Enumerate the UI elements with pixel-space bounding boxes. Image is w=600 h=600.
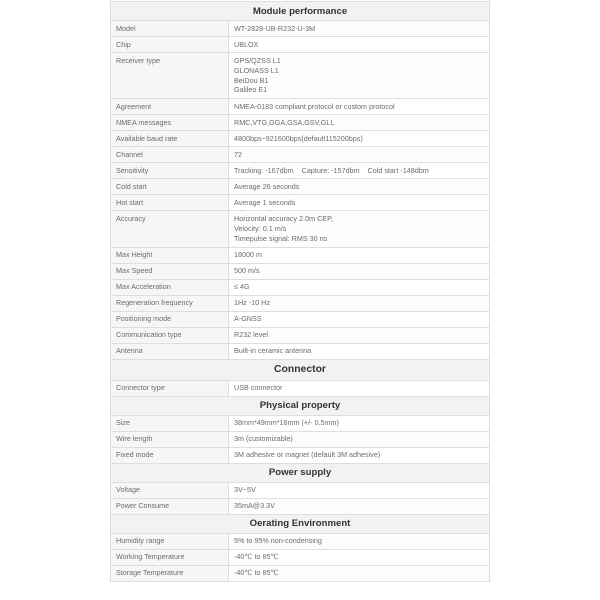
spec-value [229, 380, 490, 396]
spec-row [111, 549, 490, 565]
spec-value [229, 295, 490, 311]
spec-value-line: Velocity: 0.1 m/s [234, 223, 287, 233]
spec-label: Power Consume [111, 498, 229, 514]
spec-value-line: Average 26 seconds [234, 181, 300, 191]
spec-value-line: 3m (customizable) [234, 434, 293, 444]
spec-value-line: Built-in ceramic antenna [234, 346, 312, 356]
spec-label: Receiver type [111, 53, 229, 99]
spec-value-line: 500 m/s [234, 266, 260, 276]
spec-value-line: RMC,VTG,GGA,GSA,GSV,GLL [234, 117, 335, 127]
spec-value-line: GPS/QZSS L1 [234, 56, 281, 65]
spec-value [229, 431, 490, 447]
spec-label: Max Speed [111, 263, 229, 279]
spec-value-line: NMEA-0183 compliant protocol or custom protocol [234, 101, 395, 111]
spec-value-line: BeiDou B1 [234, 75, 269, 85]
spec-label: Size [111, 415, 229, 431]
spec-value [229, 565, 490, 581]
section-title: Physical property [111, 396, 490, 415]
spec-row [111, 415, 490, 431]
spec-value [229, 263, 490, 279]
spec-value-line: 5% to 95% non-condensing [234, 536, 322, 546]
spec-row [111, 179, 490, 195]
spec-value-line: 3V~5V [234, 485, 256, 495]
spec-label: Max Acceleration [111, 279, 229, 295]
spec-row [111, 311, 490, 327]
spec-value [229, 21, 490, 37]
spec-value [229, 533, 490, 549]
spec-table [110, 1, 490, 582]
section-header-row [111, 396, 490, 415]
spec-label: Communication type [111, 327, 229, 343]
spec-label: Connector type [111, 380, 229, 396]
spec-value [229, 195, 490, 211]
spec-row [111, 195, 490, 211]
spec-row [111, 247, 490, 263]
spec-label: Fixed mode [111, 447, 229, 463]
spec-value-line: 38mm*49mm*16mm (+/- 0.5mm) [234, 418, 339, 428]
spec-label: Chip [111, 37, 229, 53]
spec-row [111, 482, 490, 498]
section-title: Connector [111, 359, 490, 380]
spec-row [111, 431, 490, 447]
spec-value [229, 482, 490, 498]
spec-label: Hot start [111, 195, 229, 211]
spec-value-line: USB connector [234, 383, 283, 393]
spec-value [229, 115, 490, 131]
spec-row [111, 263, 490, 279]
spec-value [229, 53, 490, 99]
section-title: Module performance [111, 2, 490, 21]
spec-row [111, 53, 490, 99]
spec-value [229, 147, 490, 163]
spec-row [111, 295, 490, 311]
section-header-row [111, 463, 490, 482]
spec-value-line: Galileo E1 [234, 85, 268, 95]
spec-label: Sensitivity [111, 163, 229, 179]
spec-value-line: Horizontal accuracy 2.0m CEP, [234, 214, 333, 224]
section-title: Power supply [111, 463, 490, 482]
spec-row [111, 533, 490, 549]
spec-label: Wire length [111, 431, 229, 447]
spec-value [229, 99, 490, 115]
section-header-row [111, 514, 490, 533]
spec-value-line: A-GNSS [234, 314, 262, 324]
spec-value [229, 549, 490, 565]
spec-value-line: 18000 m [234, 250, 262, 260]
spec-value [229, 498, 490, 514]
spec-row [111, 115, 490, 131]
spec-value-line: Tracking: -167dbm Capture: -157dbm Cold start -148dbm [234, 165, 429, 175]
spec-value-line: Timepulse signal: RMS 30 ns [234, 233, 328, 243]
spec-value-line: Average 1 seconds [234, 197, 296, 207]
spec-value [229, 311, 490, 327]
spec-value-line: 3M adhesive or magnet (default 3M adhesive) [234, 450, 381, 460]
spec-value [229, 415, 490, 431]
spec-label: Model [111, 21, 229, 37]
spec-label: NMEA messages [111, 115, 229, 131]
spec-row [111, 380, 490, 396]
spec-row [111, 131, 490, 147]
spec-row [111, 327, 490, 343]
spec-row [111, 21, 490, 37]
spec-value [229, 131, 490, 147]
spec-label: Antenna [111, 343, 229, 359]
spec-value [229, 163, 490, 179]
spec-value-line: GLONASS L1 [234, 65, 279, 75]
spec-row [111, 37, 490, 53]
spec-value-line: 72 [234, 149, 242, 159]
spec-value-line: -40℃ to 85℃ [234, 568, 279, 578]
section-header-row [111, 2, 490, 21]
spec-value-line: UBLOX [234, 39, 259, 49]
spec-value-line: R232 level [234, 330, 268, 340]
spec-value [229, 179, 490, 195]
spec-row [111, 343, 490, 359]
spec-label: Humidity range [111, 533, 229, 549]
spec-row [111, 565, 490, 581]
spec-row [111, 498, 490, 514]
spec-row [111, 99, 490, 115]
spec-row [111, 163, 490, 179]
spec-value-line: -40℃ to 85℃ [234, 552, 279, 562]
spec-row [111, 147, 490, 163]
spec-value [229, 279, 490, 295]
spec-row [111, 279, 490, 295]
spec-row [111, 211, 490, 247]
spec-value-line: 4800bps~921600bps(default115200bps) [234, 133, 363, 143]
spec-value-line: 1Hz -10 Hz [234, 298, 270, 308]
spec-label: Positioning mode [111, 311, 229, 327]
spec-value [229, 327, 490, 343]
spec-value [229, 447, 490, 463]
spec-label: Storage Temperature [111, 565, 229, 581]
section-title: Oerating Environment [111, 514, 490, 533]
spec-label: Agreement [111, 99, 229, 115]
spec-label: Regeneration frequency [111, 295, 229, 311]
spec-label: Cold start [111, 179, 229, 195]
spec-value [229, 343, 490, 359]
spec-label: Voltage [111, 482, 229, 498]
spec-value [229, 37, 490, 53]
spec-value-line: 35mA@3.3V [234, 501, 275, 511]
spec-label: Available baud rate [111, 131, 229, 147]
spec-value-line: ≤ 4G [234, 282, 250, 292]
spec-label: Max Height [111, 247, 229, 263]
spec-row [111, 447, 490, 463]
spec-label: Channel [111, 147, 229, 163]
spec-label: Working Temperature [111, 549, 229, 565]
spec-value-line: WT-2828-UB-R232-U-3M [234, 23, 316, 33]
section-header-row [111, 359, 490, 380]
spec-value [229, 247, 490, 263]
spec-value [229, 211, 490, 247]
spec-label: Accuracy [111, 211, 229, 247]
spec-table-body [111, 2, 490, 582]
